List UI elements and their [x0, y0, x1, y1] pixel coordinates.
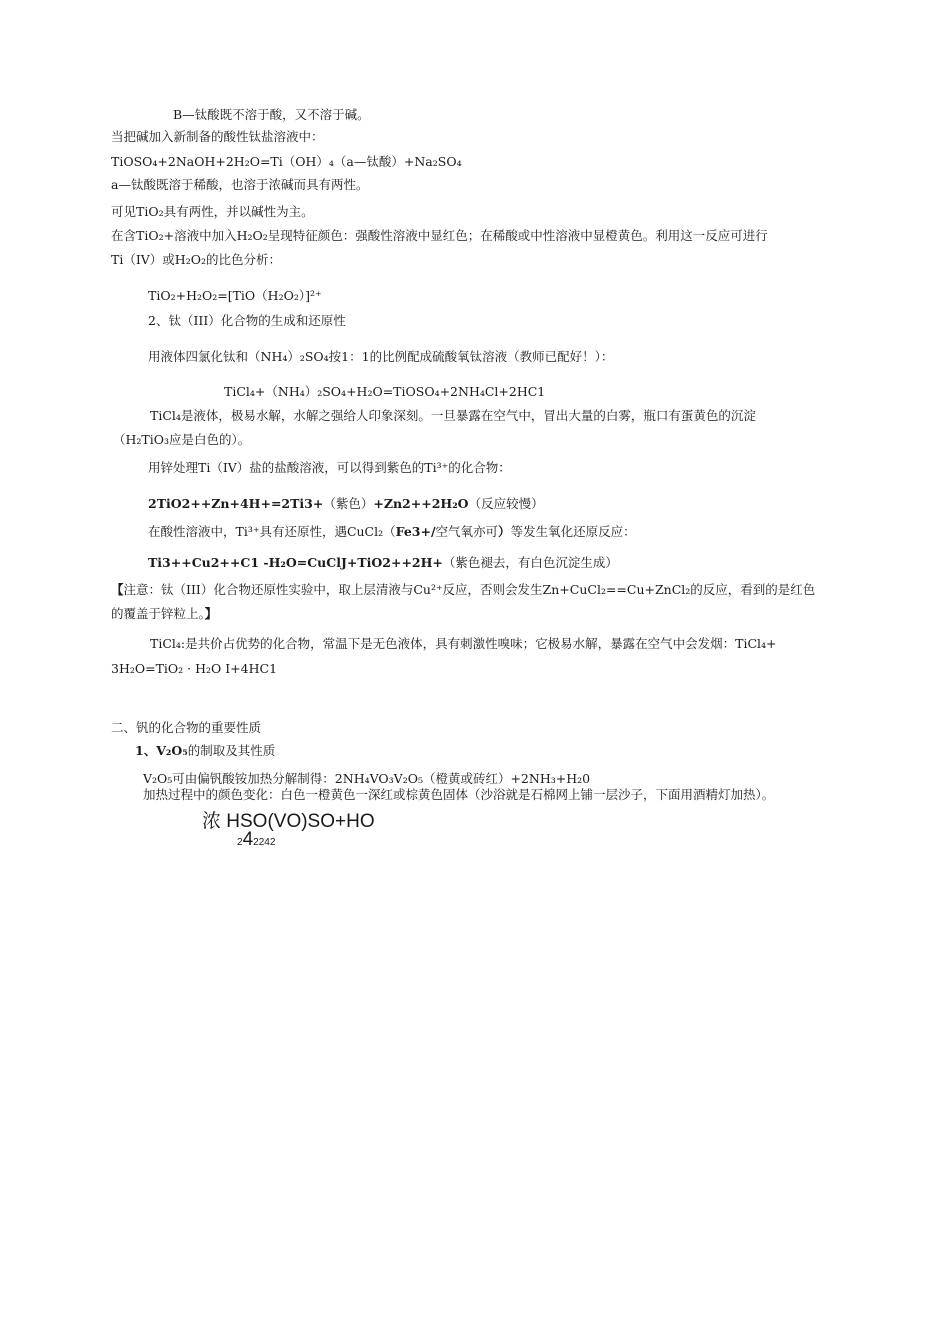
- text-part: 空气氧亦可: [435, 524, 499, 539]
- subscript-large: 4: [242, 829, 254, 850]
- text-line: B—钛酸既不溶于酸，又不溶于碱。: [173, 107, 370, 122]
- equation-line: 3H₂O=TiO₂ · H₂O I+4HC1: [111, 661, 278, 676]
- equation-line: TiOSO₄+2NaOH+2H₂O=Ti（OH）₄（a—钛酸）+Na₂SO₄: [111, 154, 462, 169]
- text-line: 当把碱加入新制备的酸性钛盐溶液中：: [111, 129, 324, 144]
- text-line: 用锌处理Ti（IV）盐的盐酸溶液，可以得到紫色的Ti³⁺的化合物：: [148, 460, 511, 475]
- note-line: [111, 606, 217, 622]
- text-line: 用液体四氯化钛和（NH₄）₂SO₄按1：1的比例配成硫酸氧钛溶液（教师已配好！）：: [148, 349, 614, 364]
- equation-line: TiO₂+H₂O₂=[TiO（H₂O₂）]²⁺: [148, 288, 322, 303]
- text-part: 等发生氧化还原反应：: [510, 524, 636, 539]
- text-line: Ti（IV）或H₂O₂的比色分析：: [111, 252, 281, 267]
- bracket-open: 【: [111, 582, 124, 597]
- text-line: 可见TiO₂具有两性，并以碱性为主。: [111, 204, 314, 219]
- text-line: [148, 524, 636, 540]
- equation-line: [148, 555, 618, 571]
- bracket-close: 】: [204, 606, 218, 621]
- text-line: TiCl₄:是共价占优势的化合物，常温下是无色液体，具有刺激性嗅味；它极易水解，暴露在空气中会发烟：TiCl₄+: [150, 636, 777, 651]
- text-line: 在含TiO₂+溶液中加入H₂O₂呈现特征颜色：强酸性溶液中显红色；在稀酸或中性溶液中显橙黄色。利用这一反应可进行: [111, 228, 768, 243]
- subsection-heading: [135, 743, 275, 759]
- equation-note: （紫色）: [323, 496, 374, 511]
- heading-text: 的制取及其性质: [187, 743, 276, 758]
- text-line: V₂O₅可由偏钒酸铵加热分解制得：2NH₄VO₃V₂O₅（橙黄或砖红）+2NH₃+H₂0: [143, 771, 591, 786]
- equation-part: 2TiO2++Zn+4H+=2Ti3+: [148, 496, 324, 511]
- equation-part: Ti3++Cu2++C1 -H₂O=CuClJ+TiO2++2H+: [148, 555, 443, 570]
- subscript-line: [237, 829, 275, 851]
- note-text: 的覆盖于锌粒上。: [111, 606, 205, 621]
- subscript: 2242: [253, 837, 276, 848]
- text-line: 加热过程中的颜色变化：白色一橙黄色一深红或棕黄色固体（沙浴就是石棉网上铺一层沙子，下面用酒精灯加热）。: [143, 787, 775, 802]
- equation-note: （反应较慢）: [468, 496, 544, 511]
- equation-note: （紫色褪去，有白色沉淀生成）: [442, 555, 618, 570]
- subscript: 2: [237, 837, 243, 848]
- text-line: a—钛酸既溶于稀酸，也溶于浓碱而具有两性。: [111, 177, 369, 192]
- equation-line: [148, 496, 544, 512]
- equation-line: TiCl₄+（NH₄）₂SO₄+H₂O=TiOSO₄+2NH₄Cl+2HC1: [224, 384, 546, 399]
- heading-formula: 1、V₂O₅: [135, 743, 188, 758]
- note-text: 注意：钛（III）化合物还原性实验中，取上层清液与Cu²⁺反应，否则会发生Zn+CuCl₂==Cu+ZnCl₂的反应，看到的是红色: [123, 582, 816, 597]
- section-heading: 2、钛（III）化合物的生成和还原性: [148, 313, 346, 328]
- note-line: [111, 582, 815, 598]
- text-line: （H₂TiO₃应是白色的）。: [113, 432, 251, 447]
- equation-line: 浓 HSO(VO)SO+HO: [202, 811, 375, 832]
- text-part-bold: Fe3+/: [395, 524, 436, 539]
- text-part-bold: ）: [498, 524, 511, 539]
- section-heading: 二、钒的化合物的重要性质: [111, 720, 262, 735]
- text-part: 在酸性溶液中，Ti³⁺具有还原性，遇CuCl₂（: [148, 524, 396, 539]
- equation-part: +Zn2++2H₂O: [373, 496, 469, 511]
- text-line: TiCl₄是液体，极易水解，水解之强给人印象深刻。一旦暴露在空气中，冒出大量的白雾，瓶口有蛋黄色的沉淀: [150, 408, 756, 423]
